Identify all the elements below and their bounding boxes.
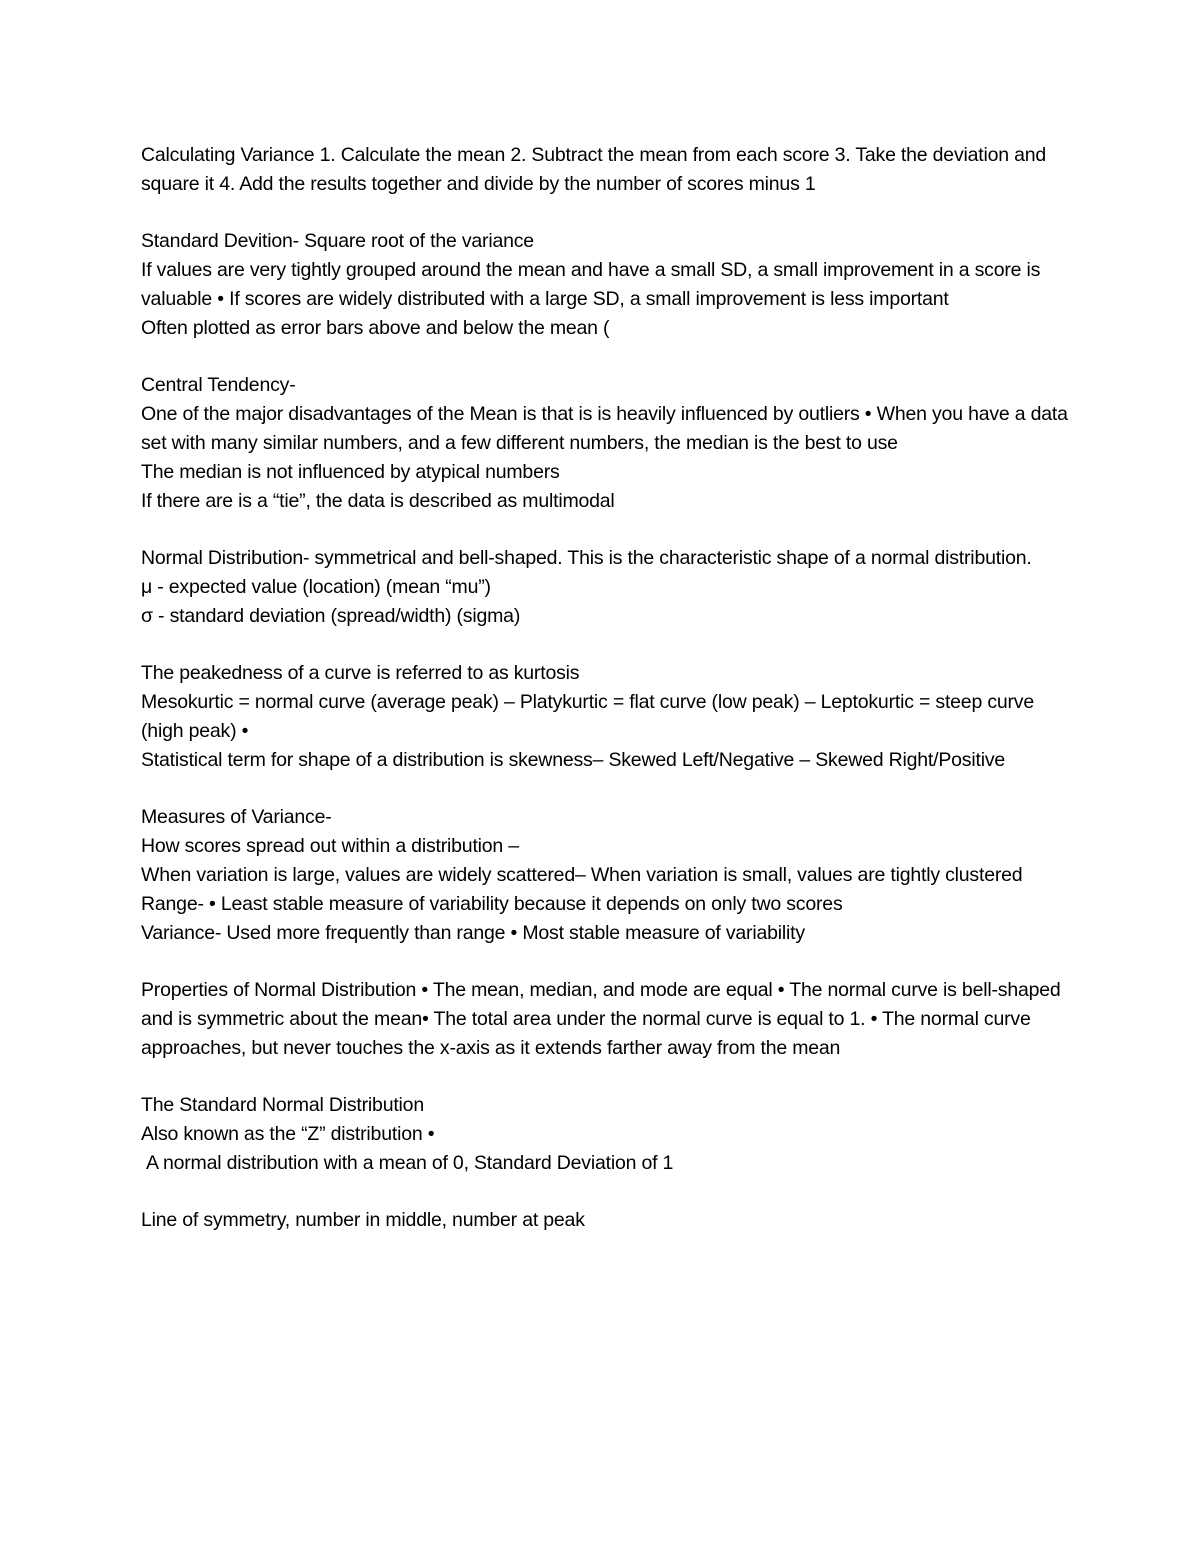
paragraph-line: Range- • Least stable measure of variability because it depends on only two scores [141,892,843,915]
section-calculating-variance [141,141,1071,199]
section-normal-distribution [141,544,1071,630]
section-measures-of-variance [141,803,1071,947]
section-standard-deviation [141,227,1071,342]
section-properties-normal-distribution [141,976,1071,1062]
section-heading: Central Tendency- [141,374,296,397]
section-heading: Normal Distribution- symmetrical and bell-shaped. This is the characteristic shape of a normal distribution. [141,547,1032,570]
section-kurtosis [141,659,1071,774]
paragraph-line: The median is not influenced by atypical numbers [141,460,560,483]
section-line-of-symmetry [141,1206,1071,1235]
document-page [141,141,1071,1264]
paragraph-line: Also known as the “Z” distribution • [141,1123,435,1146]
paragraph-line: Calculating Variance 1. Calculate the mean 2. Subtract the mean from each score 3. Take the deviation and square it 4. Add the results together and divide by the number of scores minus 1 [141,144,1047,195]
section-heading: The peakedness of a curve is referred to as kurtosis [141,662,580,685]
section-heading: Measures of Variance- [141,806,332,829]
section-heading: The Standard Normal Distribution [141,1094,424,1117]
section-heading: Standard Devition- Square root of the variance [141,230,534,253]
paragraph-line: Mesokurtic = normal curve (average peak) – Platykurtic = flat curve (low peak) – Leptokurtic = steep curve (high peak) • [141,691,1034,742]
paragraph-line: Statistical term for shape of a distribution is skewness– Skewed Left/Negative – Skewed Right/Positive [141,748,1006,771]
paragraph-line: Variance- Used more frequently than range • Most stable measure of variability [141,921,805,944]
paragraph-line: If there are is a “tie”, the data is described as multimodal [141,489,615,512]
section-standard-normal-distribution [141,1091,1071,1177]
paragraph-line: When variation is large, values are widely scattered– When variation is small, values are tightly clustered [141,863,1023,886]
paragraph-line: One of the major disadvantages of the Mean is that is is heavily influenced by outliers • When you have a data set with many similar numbers, and a few different numbers, the median is the best to use [141,403,1068,454]
paragraph-line: σ - standard deviation (spread/width) (sigma) [141,604,521,627]
paragraph-line: If values are very tightly grouped around the mean and have a small SD, a small improvement in a score is valuable • If scores are widely distributed with a large SD, a small improvement is less important [141,259,1041,310]
paragraph-line: How scores spread out within a distribution – [141,835,519,858]
section-central-tendency [141,371,1071,515]
paragraph-line: μ - expected value (location) (mean “mu”) [141,575,491,598]
paragraph-line: A normal distribution with a mean of 0, Standard Deviation of 1 [146,1151,674,1174]
paragraph-line: Often plotted as error bars above and below the mean ( [141,316,610,339]
paragraph-line: Properties of Normal Distribution • The mean, median, and mode are equal • The normal curve is bell-shaped and is symmetric about the mean• The total area under the normal curve is equal to 1. • The normal curve approaches, but never touches the x-axis as it extends farther away from the mean [141,979,1061,1059]
paragraph-line: Line of symmetry, number in middle, number at peak [141,1209,585,1232]
